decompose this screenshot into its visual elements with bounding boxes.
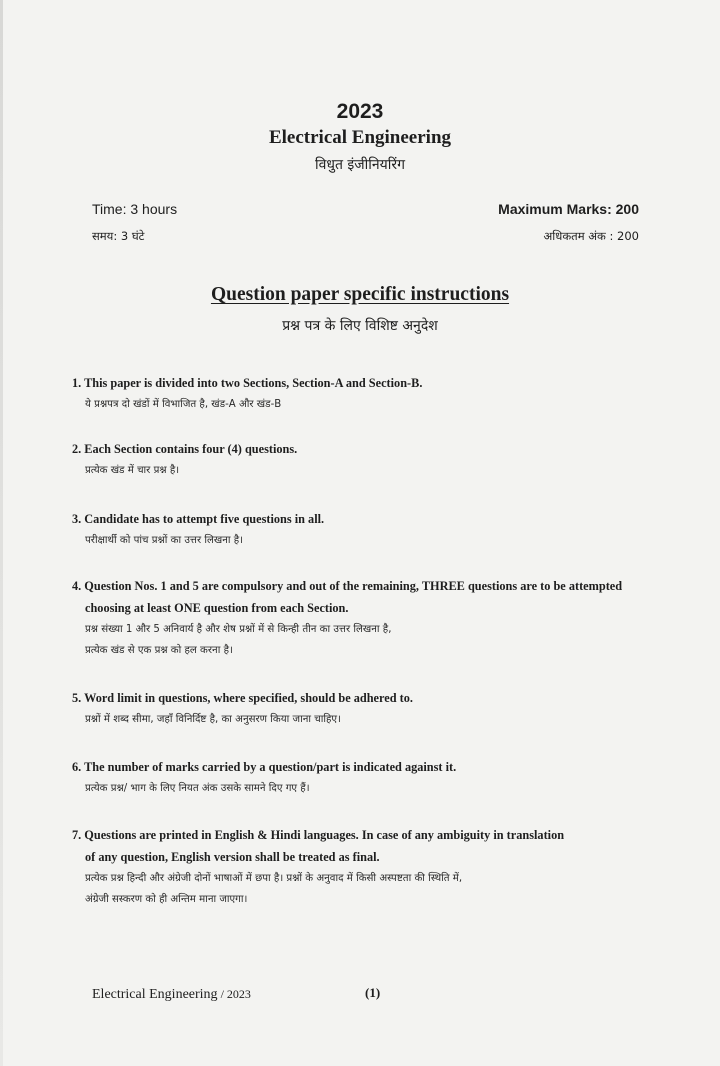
instruction-text-hindi: परीक्षार्थी को पांच प्रश्नों का उत्तर लिखना है। xyxy=(85,535,244,546)
instruction-text-hindi-continued: अंग्रेजी सस्करण को ही अन्तिम माना जाएगा। xyxy=(85,894,248,905)
footer-subject-name: Electrical Engineering xyxy=(92,987,218,1002)
instruction-text-hindi: प्रत्येक प्रश्न हिन्दी और अंग्रेजी दोनों भाषाओं में छपा है। प्रश्नों के अनुवाद में किसी अस्पष्टता की स्थिति में, xyxy=(85,873,463,884)
footer-subject xyxy=(92,987,251,1003)
instruction-text-hindi: प्रत्येक खंड में चार प्रश्न है। xyxy=(85,465,180,476)
instruction-item xyxy=(72,438,682,481)
instruction-text: 3. Candidate has to attempt five questions in all. xyxy=(72,512,325,526)
instruction-item xyxy=(72,756,682,799)
instruction-item xyxy=(72,687,682,730)
instruction-text: 1. This paper is divided into two Sections, Section-A and Section-B. xyxy=(72,376,423,390)
instructions-heading: Question paper specific instructions xyxy=(210,284,510,305)
instruction-text: 4. Question Nos. 1 and 5 are compulsory and out of the remaining, THREE questions are to be attempted xyxy=(72,579,623,593)
instruction-text: 7. Questions are printed in English & Hindi languages. In case of any ambiguity in translation xyxy=(72,828,565,842)
instruction-text-continued: choosing at least ONE question from each Section. xyxy=(85,601,349,615)
footer-year: / 2023 xyxy=(217,987,251,1001)
instruction-text: 2. Each Section contains four (4) questions. xyxy=(72,442,298,456)
instruction-text: 6. The number of marks carried by a question/part is indicated against it. xyxy=(72,760,457,774)
instruction-text-hindi: प्रश्नों में शब्द सीमा, जहाँ विनिर्दिष्ट है, का अनुसरण किया जाना चाहिए। xyxy=(85,714,341,725)
instruction-text-hindi: ये प्रश्नपत्र दो खंडों में विभाजित है, खंड-A और खंड-B xyxy=(85,399,282,410)
instruction-item xyxy=(72,508,682,551)
time-allowed-hindi: समय: 3 घंटे xyxy=(92,229,145,243)
maximum-marks-hindi: अधिकतम अंक : 200 xyxy=(543,229,639,243)
exam-year: 2023 xyxy=(336,100,384,123)
maximum-marks: Maximum Marks: 200 xyxy=(498,201,639,217)
instruction-text-hindi: प्रत्येक प्रश्न/ भाग के लिए नियत अंक उसके सामने दिए गए हैं। xyxy=(85,783,310,794)
instruction-text: 5. Word limit in questions, where specified, should be adhered to. xyxy=(72,691,413,705)
time-allowed: Time: 3 hours xyxy=(92,201,178,217)
instruction-text-hindi-continued: प्रत्येक खंड से एक प्रश्न को हल करना है। xyxy=(85,645,233,656)
instruction-item xyxy=(72,372,682,415)
instructions-heading-hindi: प्रश्न पत्र के लिए विशिष्ट अनुदेश xyxy=(282,318,438,334)
subject-title-hindi: विधुत इंजीनियरिंग xyxy=(314,157,406,173)
page-number: (1) xyxy=(365,985,381,1000)
instruction-text-continued: of any question, English version shall be treated as final. xyxy=(85,850,380,864)
instruction-item xyxy=(72,824,682,910)
instruction-text-hindi: प्रश्न संख्या 1 और 5 अनिवार्य है और शेष प्रश्नों में से किन्ही तीन का उत्तर लिखना है, xyxy=(85,624,392,635)
subject-title: Electrical Engineering xyxy=(268,127,452,148)
instruction-item xyxy=(72,575,682,661)
